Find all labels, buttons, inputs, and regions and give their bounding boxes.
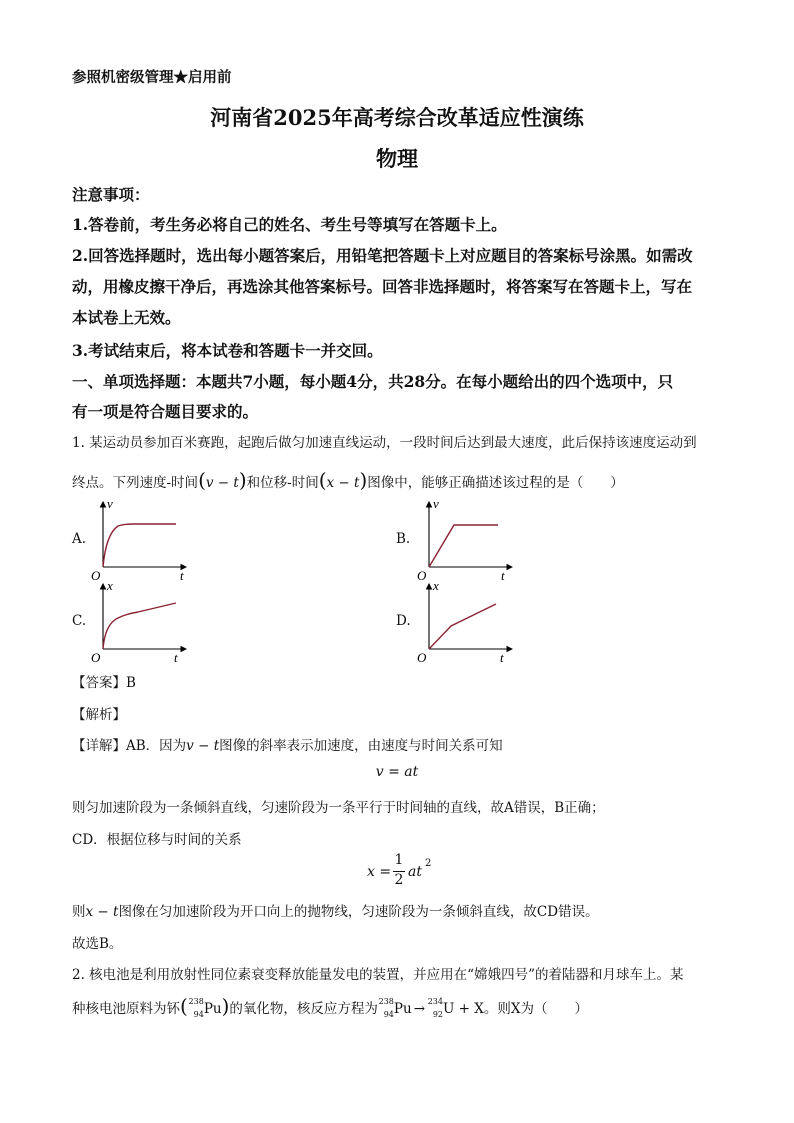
option-b-curve xyxy=(429,525,498,567)
option-c-label: C. xyxy=(72,613,87,629)
page-title: 河南省2025年高考综合改革适应性演练 xyxy=(210,105,584,130)
eq2-denominator: 2 xyxy=(394,872,404,888)
section1-heading-line1: 一、单项选择题：本题共7小题，每小题4分，共28分。在每小题给出的四个选项中，只 xyxy=(72,372,674,391)
q2-u-number: 92 xyxy=(432,1009,443,1019)
section1-heading-line2: 有一项是符合题目要求的。 xyxy=(72,402,259,421)
option-d-graph xyxy=(414,576,524,666)
q2-u-mass: 234 xyxy=(427,996,443,1006)
q2-reaction-pu-number: 94 xyxy=(383,1009,394,1019)
q2-u-symbol: U + X xyxy=(443,1001,484,1017)
notes-item-1: 1.答卷前，考生务必将自己的姓名、考生号等填写在答题卡上。 xyxy=(72,215,507,234)
q1-line-xt-seg-a: 则 xyxy=(72,904,86,920)
option-c-curve xyxy=(103,603,176,649)
q1-detail-line xyxy=(72,734,503,754)
option-d-y-label: x xyxy=(433,578,439,593)
option-a-label: A. xyxy=(72,531,87,547)
q2-text-seg-c: 。则X为（ ） xyxy=(483,1001,589,1017)
option-d-x-label: t xyxy=(500,650,504,665)
option-a-curve xyxy=(103,524,176,567)
q1-analysis-label: 【解析】 xyxy=(72,707,126,723)
option-b-graph xyxy=(414,494,524,584)
option-b-origin: O xyxy=(417,568,427,583)
subject-title: 物理 xyxy=(376,146,418,171)
q2-reaction-pu-symbol: Pu xyxy=(393,1001,412,1017)
q1-detail-vt: v − t xyxy=(186,738,220,754)
option-c-x-label: t xyxy=(174,650,178,665)
q1-line-xt-expr: x − t xyxy=(85,904,119,920)
equation-v-at: v = at xyxy=(375,764,419,780)
q1-conclusion: 故选B。 xyxy=(72,936,123,952)
q2-pu-mass: 238 xyxy=(188,996,204,1006)
notes-item-3: 3.考试结束后，将本试卷和答题卡一并交回。 xyxy=(72,341,383,360)
notes-item-2-line1: 2.回答选择题时，选出每小题答案后，用铅笔把答题卡上对应题目的答案标号涂黑。如需改 xyxy=(72,246,693,265)
q1-line-ab: 则匀加速阶段为一条倾斜直线，匀速阶段为一条平行于时间轴的直线，故A错误，B正确； xyxy=(72,800,605,816)
q1-detail-seg-a: 【详解】AB．因为 xyxy=(72,738,187,754)
q1-detail-seg-b: 图像的斜率表示加速度，由速度与时间关系可知 xyxy=(219,738,503,754)
option-c-y-label: x xyxy=(107,578,113,593)
option-b-x-label: t xyxy=(501,568,505,583)
q2-u-indices xyxy=(427,996,443,1020)
option-d-label: D. xyxy=(396,613,411,629)
option-c-graph xyxy=(88,576,198,666)
q2-pu-number: 94 xyxy=(193,1009,204,1019)
q2-pu-symbol: Pu xyxy=(203,1001,222,1017)
notes-item-2-line2: 动，用橡皮擦干净后，再选涂其他答案标号。回答非选择题时，将答案写在答题卡上，写在 xyxy=(72,277,693,296)
option-a-graph xyxy=(88,494,198,584)
q2-text-line1: 2. 核电池是利用放射性同位素衰变释放能量发电的装置，并应用在“嫦娥四号”的着陆器和月球车上。某 xyxy=(72,967,684,983)
option-b-y-label: v xyxy=(433,496,439,511)
q1-answer: 【答案】B xyxy=(72,675,136,691)
q1-text-seg-c: 图像中，能够正确描述该过程的是（ ） xyxy=(367,475,624,491)
option-d-origin: O xyxy=(417,650,427,665)
q1-text-seg-b: 和位移-时间 xyxy=(246,475,319,491)
eq2-lhs: x = xyxy=(367,864,392,880)
option-a-origin: O xyxy=(91,568,101,583)
q1-xt-expr: x − t xyxy=(326,475,360,491)
q2-text-seg-b: 的氧化物，核反应方程为 xyxy=(229,1001,378,1017)
q2-reaction-arrow: → xyxy=(413,1001,425,1017)
q1-text-line2: 终点。下列速度-时间(v − t)和位移-时间(x − t)图像中，能够正确描述该过程的是（ ） xyxy=(72,468,624,492)
option-a-x-label: t xyxy=(180,568,184,583)
notes-item-2-line3: 本试卷上无效。 xyxy=(72,308,181,327)
q1-text-seg-a: 终点。下列速度-时间 xyxy=(72,475,199,491)
q1-line-xt xyxy=(72,900,599,920)
eq2-rhs: at xyxy=(408,864,422,880)
q1-vt-expr: v − t xyxy=(205,475,239,491)
option-c-origin: O xyxy=(91,650,101,665)
q2-text-seg-a: 种核电池原料为钚 xyxy=(72,1001,180,1017)
q2-text-line2: 种核电池原料为钚( 238 94 Pu)的氧化物，核反应方程为 238 94 Pu → 234 92 U + X。则X为（ ） xyxy=(72,994,589,1019)
q2-reaction-pu-mass: 238 xyxy=(378,996,394,1006)
q1-line-cd: CD．根据位移与时间的关系 xyxy=(72,832,242,848)
q1-line-xt-seg-b: 图像在匀加速阶段为开口向上的抛物线，匀速阶段为一条倾斜直线，故CD错误。 xyxy=(118,904,599,920)
option-a-y-label: v xyxy=(107,496,113,511)
q2-pu-nuclide-indices xyxy=(188,996,204,1020)
q2-reaction-pu-indices xyxy=(378,996,394,1020)
option-d-curve xyxy=(429,604,496,649)
eq2-exponent: 2 xyxy=(425,858,432,869)
notes-heading: 注意事项： xyxy=(72,185,150,204)
q1-text-line1: 1. 某运动员参加百米赛跑，起跑后做匀加速直线运动，一段时间后达到最大速度，此后保持该速度运动到 xyxy=(72,435,697,451)
secret-label: 参照机密级管理★启用前 xyxy=(72,69,232,86)
eq2-numerator: 1 xyxy=(394,852,404,868)
option-b-label: B. xyxy=(396,531,411,547)
